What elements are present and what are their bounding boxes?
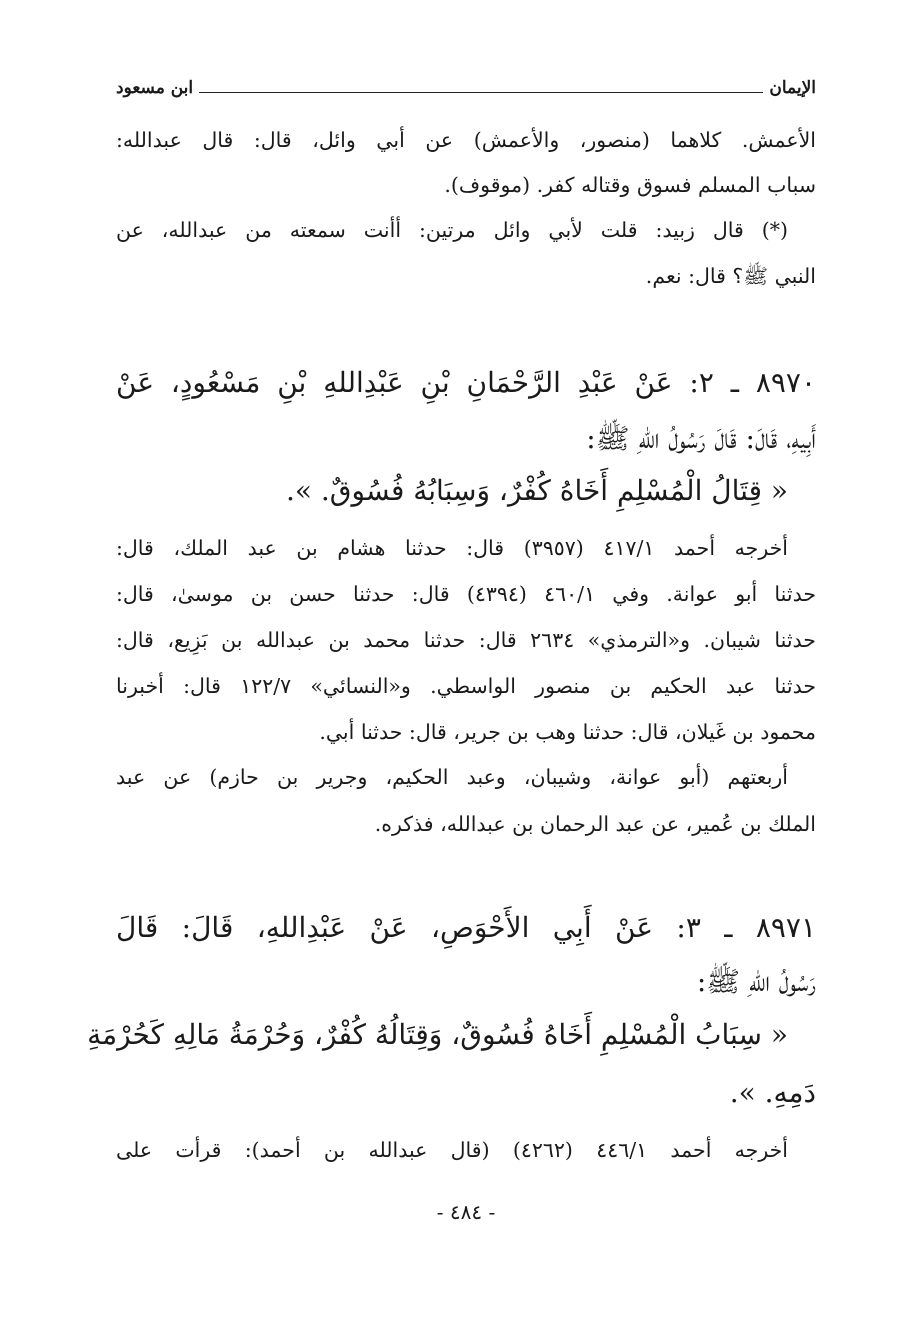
hadith-line: ٨٩٧٠ ـ ٢: عَنْ عَبْدِ الرَّحْمَانِ بْنِ عَبْدِاللهِ بْنِ مَسْعُودٍ، عَنْ (116, 366, 816, 399)
running-header (116, 72, 816, 98)
hadith-line: ٨٩٧١ ـ ٣: عَنْ أَبِي الأَحْوَصِ، عَنْ عَبْدِاللهِ، قَالَ: قَالَ (116, 911, 816, 944)
hadith-line: رَسُولُ اللهِ ﷺ: (696, 965, 816, 998)
header-rule (199, 92, 763, 93)
takhrij-line: حدثنا عبد الحكيم بن منصور الواسطي. و«النسائي» ١٢٢/٧ قال: أخبرنا (116, 674, 817, 698)
hadith-text: « سِبَابُ الْمُسْلِمِ أَخَاهُ فُسُوقٌ، وَقِتَالُهُ كُفْرٌ، وَحُرْمَةُ مَالِهِ كَحُرْمَةِ (87, 1018, 788, 1051)
note-line: (*) قال زبيد: قلت لأبي وائل مرتين: أأنت سمعته من عبدالله، عن (116, 218, 788, 242)
text-line: سباب المسلم فسوق وقتاله كفر. (موقوف). (444, 173, 816, 197)
hadith-line: أَبِيهِ، قَالَ: قَالَ رَسُولُ اللهِ ﷺ: (586, 422, 816, 455)
page-number: - ٤٨٤ - (436, 1200, 496, 1224)
takhrij-summary-line: أربعتهم (أبو عوانة، وشيبان، وعبد الحكيم، وجرير بن حازم) عن عبد (116, 765, 788, 789)
text-line: الأعمش. كلاهما (منصور، والأعمش) عن أبي وائل، قال: قال عبدالله: (116, 128, 816, 152)
note-line: النبي ﷺ؟ قال: نعم. (645, 264, 816, 288)
takhrij-line: أخرجه أحمد ٤١٧/١ (٣٩٥٧) قال: حدثنا هشام بن عبد الملك، قال: (116, 536, 788, 560)
header-author-name: ابن مسعود (116, 78, 194, 98)
takhrij-line: حدثنا أبو عوانة. وفي ٤٦٠/١ (٤٣٩٤) قال: حدثنا حسن بن موسىٰ، قال: (116, 582, 817, 606)
hadith-text: « قِتَالُ الْمُسْلِمِ أَخَاهُ كُفْرٌ، وَسِبَابُهُ فُسُوقٌ. ». (285, 474, 788, 507)
takhrij-line: أخرجه أحمد ٤٤٦/١ (٤٢٦٢) (قال عبدالله بن أحمد): قرأت على (116, 1138, 789, 1162)
takhrij-summary-line: الملك بن عُمير، عن عبد الرحمان بن عبدالله، فذكره. (374, 812, 816, 836)
hadith-text: دَمِهِ. ». (729, 1076, 816, 1109)
takhrij-line: حدثنا شيبان. و«الترمذي» ٢٦٣٤ قال: حدثنا محمد بن عبدالله بن بَزِيع، قال: (116, 628, 816, 652)
header-chapter-title: الإيمان (769, 78, 816, 98)
takhrij-line: محمود بن غَيلان، قال: حدثنا وهب بن جرير، قال: حدثنا أبي. (319, 720, 816, 744)
